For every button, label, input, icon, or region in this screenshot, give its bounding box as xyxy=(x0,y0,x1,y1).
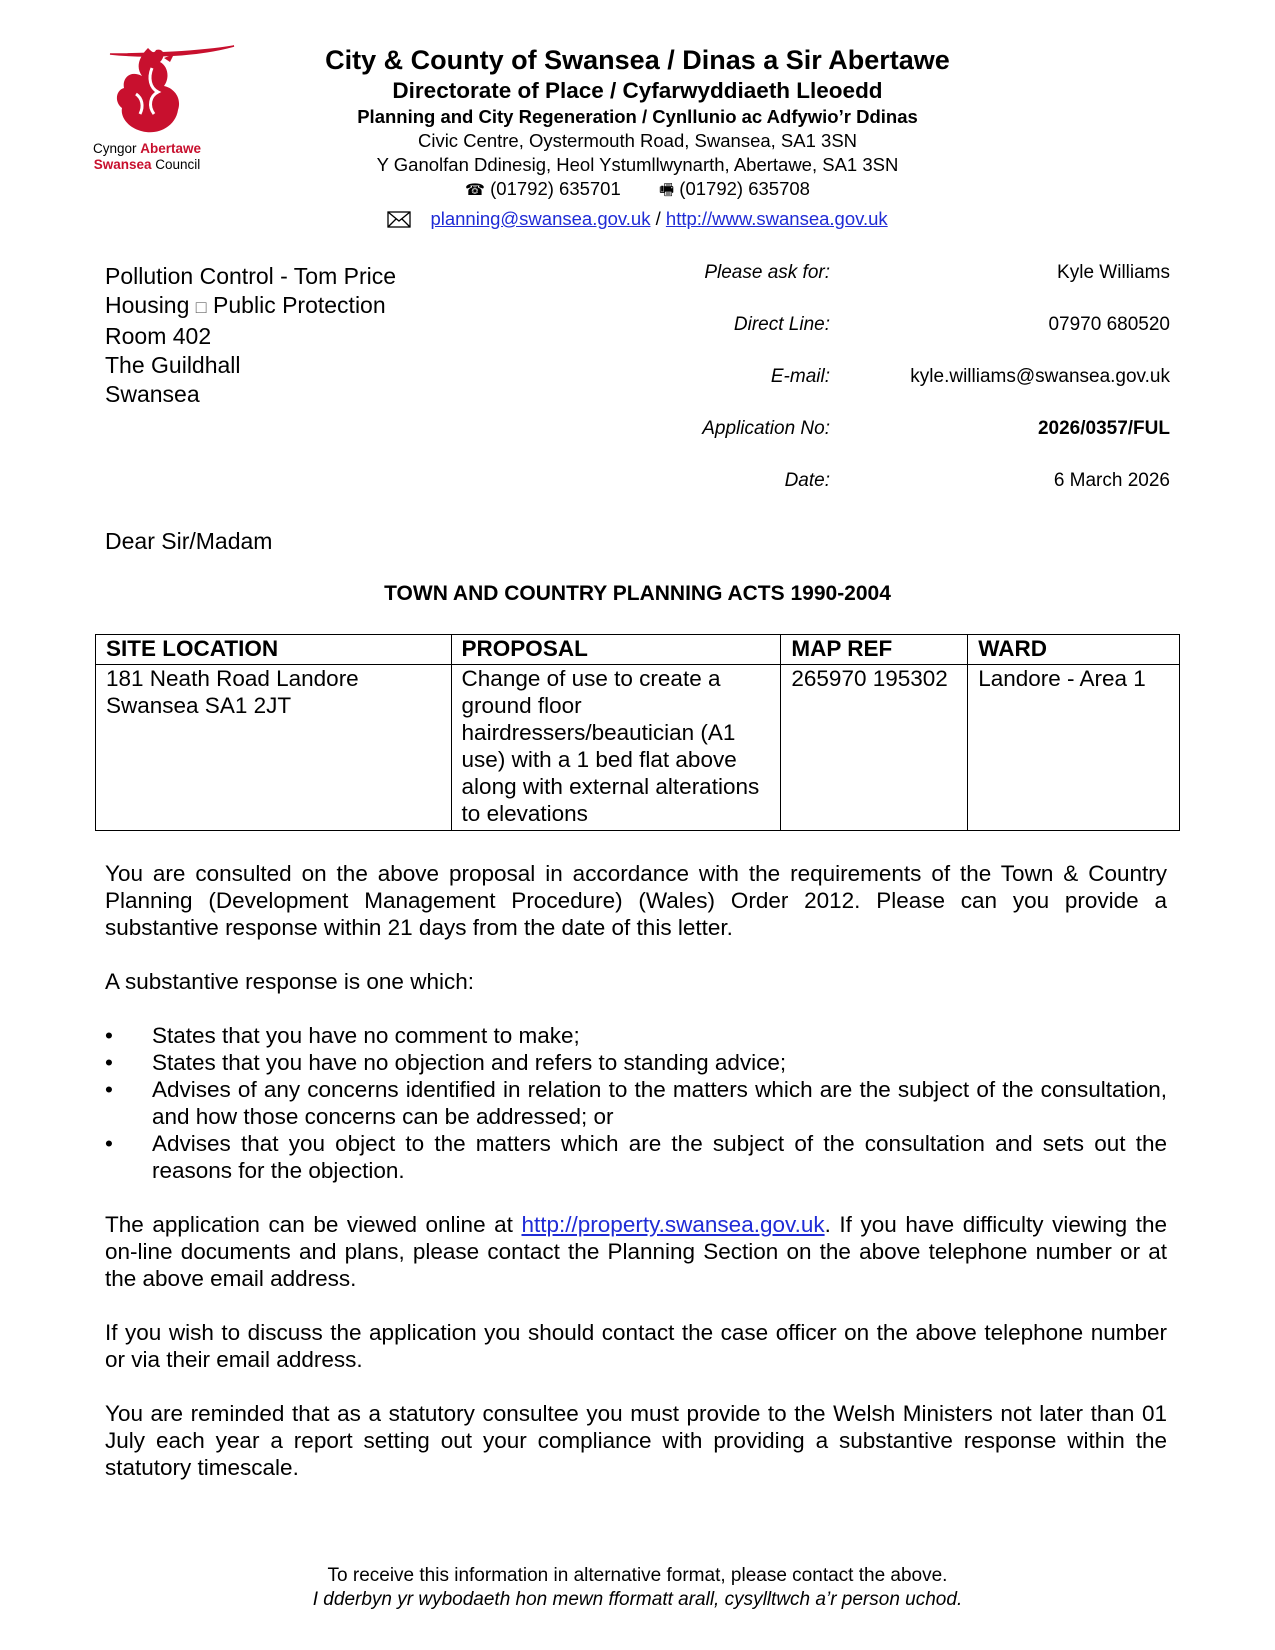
header-ward: WARD xyxy=(968,635,1180,665)
table-row xyxy=(96,665,1180,831)
recipient-line-2 xyxy=(105,291,396,322)
recipient-line-3: Room 402 xyxy=(105,323,212,349)
recipient-line-5: Swansea xyxy=(105,381,200,407)
recipient-dept-a: Housing xyxy=(105,292,190,318)
list-item xyxy=(105,1130,1167,1184)
list-item xyxy=(105,1049,1167,1076)
substantive-response-list xyxy=(105,1022,1167,1184)
phone-number: (01792) 635701 xyxy=(490,178,621,199)
info-row-direct-line xyxy=(640,314,1170,366)
cell-ward: Landore - Area 1 xyxy=(968,665,1180,831)
recipient-dept-b: Public Protection xyxy=(213,292,386,318)
logo-text-english-suffix: Council xyxy=(151,157,201,172)
recipient-address xyxy=(105,262,396,409)
info-value: kyle.williams@swansea.gov.uk xyxy=(910,366,1170,387)
bullet-symbol: • xyxy=(105,1131,113,1156)
table-header-row xyxy=(96,635,1180,665)
address-english: Civic Centre, Oystermouth Road, Swansea, SA1 3SN xyxy=(417,130,858,151)
info-row-ask-for xyxy=(640,262,1170,314)
letter-date: 6 March 2026 xyxy=(1053,470,1170,491)
phone-fax-line xyxy=(240,177,1035,203)
info-label: Please ask for: xyxy=(704,262,830,283)
view-online-text-after: . If you have difficulty viewing the on-line documents and plans, please contact the Planning Section on the above telephone number or at the above email address. xyxy=(105,1212,1168,1291)
info-row-application-no xyxy=(640,418,1170,470)
telephone-icon: ☎ xyxy=(465,182,485,199)
paragraph-contact-officer: If you wish to discuss the application you should contact the case officer on the above telephone number or via their email address. xyxy=(105,1320,1167,1372)
list-item-text: Advises that you object to the matters which are the subject of the consultation and sets out the reasons for the objection. xyxy=(152,1131,1167,1183)
paragraph-view-online xyxy=(105,1211,1167,1292)
info-label: Direct Line: xyxy=(733,314,830,335)
bullet-symbol: • xyxy=(105,1077,113,1102)
fax-number: (01792) 635708 xyxy=(679,178,810,199)
bullet-symbol: • xyxy=(105,1050,113,1075)
logo-text xyxy=(82,141,212,173)
acts-heading: TOWN AND COUNTRY PLANNING ACTS 1990-2004 xyxy=(384,582,891,605)
letter-body xyxy=(105,860,1167,1508)
info-value: Kyle Williams xyxy=(1057,262,1170,283)
missing-glyph-box: □ xyxy=(195,297,207,317)
header-site-location: SITE LOCATION xyxy=(96,635,452,665)
info-label: Date: xyxy=(784,470,830,491)
letterhead xyxy=(240,44,1035,231)
fax-icon: 🖷 xyxy=(659,182,675,199)
header-proposal: PROPOSAL xyxy=(451,635,781,665)
property-portal-link[interactable]: http://property.swansea.gov.uk xyxy=(521,1212,825,1237)
directorate-title: Directorate of Place / Cyfarwyddiaeth Lleoedd xyxy=(392,78,883,103)
footer xyxy=(0,1564,1275,1612)
footer-welsh: I dderbyn yr wybodaeth hon mewn fformatt arall, cysylltwch a’r person uchod. xyxy=(312,1589,963,1610)
recipient-line-4: The Guildhall xyxy=(105,352,241,378)
footer-english: To receive this information in alternative format, please contact the above. xyxy=(327,1565,948,1586)
header-map-ref: MAP REF xyxy=(781,635,968,665)
paragraph-consultation: You are consulted on the above proposal in accordance with the requirements of the Town & Country Planning (Development Management Procedure) (Wales) Order 2012. Please can you provide a substantive response within 21 days from the date of this letter. xyxy=(105,861,1167,940)
recipient-line-1: Pollution Control - Tom Price xyxy=(105,263,397,289)
info-value: 07970 680520 xyxy=(1048,314,1170,335)
planning-email-link[interactable]: planning@swansea.gov.uk xyxy=(430,208,651,229)
view-online-text: The application can be viewed online at xyxy=(105,1212,522,1237)
list-item-text: States that you have no comment to make; xyxy=(152,1023,580,1048)
council-logo xyxy=(82,44,212,194)
cell-map-ref: 265970 195302 xyxy=(781,665,968,831)
address-welsh: Y Ganolfan Ddinesig, Heol Ystumllwynarth, Abertawe, SA1 3SN xyxy=(376,154,899,175)
council-title: City & County of Swansea / Dinas a Sir Abertawe xyxy=(325,45,950,75)
paragraph-substantive-intro: A substantive response is one which: xyxy=(105,969,474,994)
cell-proposal: Change of use to create a ground floor hairdressers/beautician (A1 use) with a 1 bed flat above along with external alterations to elevations xyxy=(451,665,781,831)
list-item xyxy=(105,1022,1167,1049)
website-link[interactable]: http://www.swansea.gov.uk xyxy=(665,208,888,229)
info-label: E-mail: xyxy=(770,366,830,387)
info-label: Application No: xyxy=(702,418,830,439)
logo-text-english-name: Swansea xyxy=(93,157,152,172)
list-item-text: Advises of any concerns identified in relation to the matters which are the subject of the consultation, and how those concerns can be addressed; or xyxy=(152,1077,1167,1129)
email-web-line xyxy=(240,207,1035,231)
bullet-symbol: • xyxy=(105,1023,113,1048)
department-title: Planning and City Regeneration / Cynllunio ac Adfywio’r Ddinas xyxy=(357,106,918,127)
list-item xyxy=(105,1076,1167,1130)
logo-swoosh-icon xyxy=(108,44,238,58)
paragraph-statutory-reminder: You are reminded that as a statutory consultee you must provide to the Welsh Ministers not later than 01 July each year a report setting out your compliance with providing a substantive response within the statutory timescale. xyxy=(105,1401,1167,1480)
logo-text-welsh-name: Abertawe xyxy=(140,141,202,156)
info-row-date xyxy=(640,470,1170,522)
info-row-email xyxy=(640,366,1170,418)
list-item-text: States that you have no objection and refers to standing advice; xyxy=(152,1050,787,1075)
logo-text-welsh-prefix: Cyngor xyxy=(92,141,141,156)
link-separator: / xyxy=(655,208,661,229)
application-table xyxy=(95,634,1180,831)
application-number: 2026/0357/FUL xyxy=(1037,418,1170,439)
envelope-icon xyxy=(387,211,411,228)
salutation: Dear Sir/Madam xyxy=(105,528,273,554)
reference-info xyxy=(640,262,1170,522)
cell-site-location: 181 Neath Road Landore Swansea SA1 2JT xyxy=(96,665,452,831)
